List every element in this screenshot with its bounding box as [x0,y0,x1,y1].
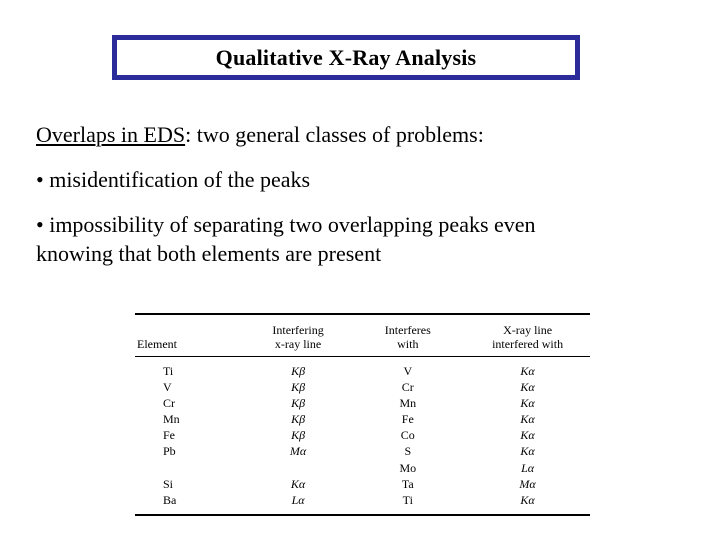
cell-interfering-line: Mα [289,444,307,459]
cell-interferes-with: Ti [402,492,413,507]
table-row [135,395,590,411]
cell-interfering-line [246,460,351,476]
cell-line-interfered: Kα [520,412,535,427]
table-row [135,460,590,476]
slide-title: Qualitative X-Ray Analysis [215,44,477,70]
cell-element: Si [163,476,174,491]
cell-interfering-line: Kβ [291,396,306,411]
cell-interferes-with: Cr [401,380,414,395]
table-row [135,357,590,380]
cell-interferes-with: V [403,364,413,378]
cell-interferes-with: Mn [399,396,417,411]
header-element: Element [135,314,246,357]
cell-interferes-with: S [404,444,412,459]
bullet-2-continuation: knowing that both elements are present [36,241,382,266]
cell-interferes-with: Mo [399,460,417,475]
cell-line-interfered: Kα [520,444,535,459]
table-row [135,427,590,443]
table-row [135,379,590,395]
cell-interferes-with: Ta [401,476,414,491]
table-row [135,476,590,492]
cell-interfering-line: Kβ [291,412,306,427]
cell-element: Cr [163,396,175,411]
slide-title-box [112,35,580,80]
cell-line-interfered: Mα [519,476,536,491]
bullet-1: • misidentification of the peaks [36,167,311,192]
cell-line-interfered: Kα [520,364,535,378]
cell-interfering-line: Kβ [291,380,306,395]
cell-element: Ti [163,364,174,378]
header-interfering-line: Interfering x-ray line [246,314,351,357]
intro-rest-text: : two general classes of problems: [185,122,484,147]
table-header-row [135,314,590,357]
cell-interferes-with: Fe [401,412,414,427]
cell-element [135,460,246,476]
table-row [135,411,590,427]
intro-line [36,121,484,149]
cell-interfering-line: Kβ [291,428,306,443]
overlap-table [135,313,590,516]
cell-element: V [163,380,172,395]
cell-line-interfered: Kα [520,428,535,443]
cell-line-interfered: Kα [520,492,535,507]
header-line-interfered: X-ray line interfered with [465,314,590,357]
table-row [135,443,590,459]
overlap-table-wrapper [135,313,590,516]
cell-element: Mn [163,412,180,427]
cell-line-interfered: Lα [521,460,535,475]
cell-interfering-line: Lα [291,492,305,507]
cell-element: Fe [163,428,175,443]
cell-element: Ba [163,492,177,507]
intro-underlined-text: Overlaps in EDS [36,122,186,147]
cell-interferes-with: Co [400,428,415,443]
table-row [135,492,590,515]
cell-element: Pb [163,444,176,459]
bullet-2: • impossibility of separating two overlapping peaks even [36,212,536,237]
cell-interfering-line: Kα [290,476,306,491]
cell-line-interfered: Kα [520,396,535,411]
header-interferes-with: Interferes with [350,314,465,357]
cell-interfering-line: Kβ [291,364,306,378]
cell-line-interfered: Kα [520,380,535,395]
